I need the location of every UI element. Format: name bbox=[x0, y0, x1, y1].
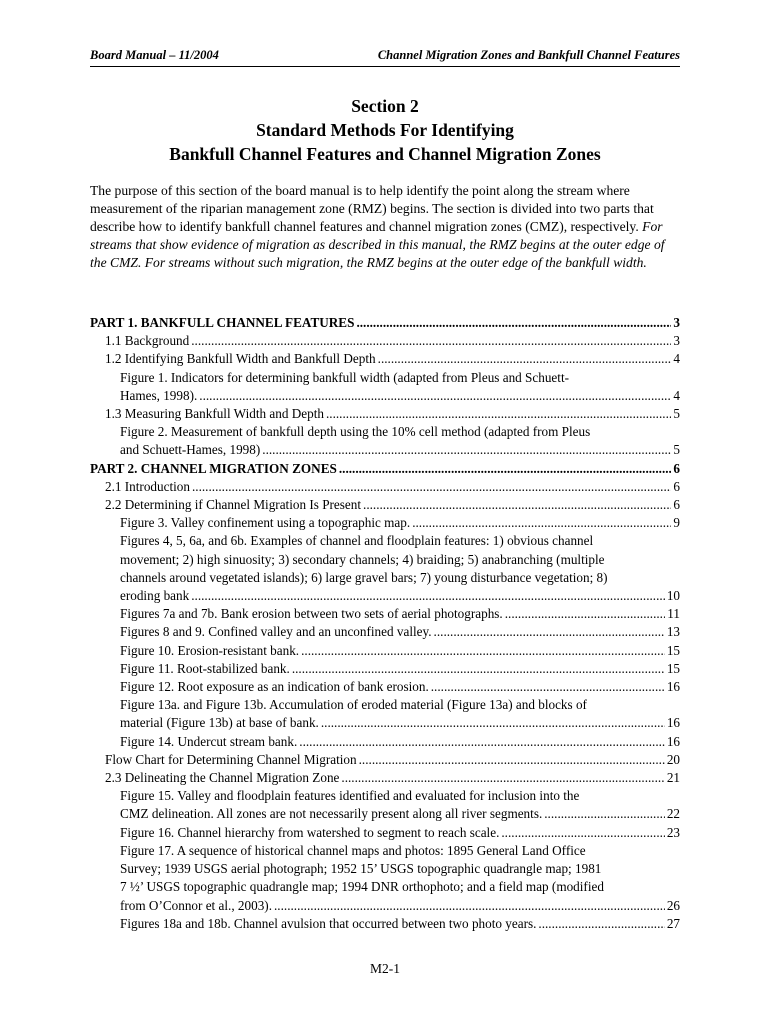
toc-dot-leader bbox=[274, 897, 665, 915]
toc-entry[interactable] bbox=[90, 642, 680, 660]
toc-dot-leader bbox=[434, 623, 665, 641]
toc-dot-leader bbox=[356, 314, 671, 332]
toc-dot-leader bbox=[292, 660, 665, 678]
toc-entry[interactable] bbox=[90, 460, 680, 478]
toc-dot-leader bbox=[431, 678, 665, 696]
toc-entry-text: Figure 3. Valley confinement using a topographic map. bbox=[120, 515, 411, 531]
toc-page-number: 4 bbox=[673, 351, 680, 367]
toc-page-number: 15 bbox=[666, 642, 680, 658]
toc-dot-leader bbox=[339, 460, 672, 478]
toc-entry-text: PART 1. BANKFULL CHANNEL FEATURES bbox=[90, 315, 355, 330]
toc-entry-text: Figures 4, 5, 6a, and 6b. Examples of channel and floodplain features: 1) obvious channel bbox=[120, 533, 594, 549]
toc-dot-leader bbox=[191, 332, 671, 350]
toc-page-number: 5 bbox=[673, 442, 680, 458]
toc-entry-text: 2.2 Determining if Channel Migration Is Present bbox=[105, 497, 362, 513]
toc-entry-text: 1.3 Measuring Bankfull Width and Depth bbox=[105, 406, 324, 422]
toc-entry[interactable] bbox=[90, 769, 680, 787]
toc-entry[interactable] bbox=[90, 332, 680, 350]
toc-entry[interactable] bbox=[90, 824, 680, 842]
toc-page-number: 22 bbox=[666, 806, 680, 822]
toc-entry[interactable] bbox=[90, 369, 680, 405]
toc-dot-leader bbox=[363, 496, 671, 514]
toc-dot-leader bbox=[199, 387, 671, 405]
toc-dot-leader bbox=[544, 805, 665, 823]
toc-dot-leader bbox=[191, 587, 665, 605]
toc-dot-leader bbox=[378, 350, 672, 368]
toc-entry-text-last: and Schuett-Hames, 1998) bbox=[120, 442, 261, 458]
toc-entry[interactable] bbox=[90, 496, 680, 514]
toc-page-number: 23 bbox=[666, 824, 680, 840]
toc-page-number: 6 bbox=[673, 460, 680, 476]
toc-dot-leader bbox=[301, 642, 665, 660]
toc-entry-text: 1.1 Background bbox=[105, 333, 190, 349]
toc-page-number: 16 bbox=[666, 733, 680, 749]
toc-entry-text-last: eroding bank bbox=[120, 588, 190, 604]
toc-entry-text-cont: Survey; 1939 USGS aerial photograph; 1952 15’ USGS topographic quadrangle map; 1981 bbox=[120, 861, 602, 877]
toc-entry[interactable] bbox=[90, 696, 680, 732]
table-of-contents bbox=[90, 314, 680, 933]
toc-entry-text: Figures 7a and 7b. Bank erosion between two sets of aerial photographs. bbox=[120, 606, 503, 622]
toc-entry-text: Figure 14. Undercut stream bank. bbox=[120, 733, 298, 749]
toc-dot-leader bbox=[299, 733, 665, 751]
toc-entry-text: Figure 15. Valley and floodplain features identified and evaluated for inclusion into the bbox=[120, 788, 580, 804]
intro-italic: For streams that show evidence of migration as described in this manual, the RMZ begins at the outer edge of the CMZ. For streams without such migration, the RMZ begins at the outer edge of the bankfull width. bbox=[90, 219, 665, 270]
toc-dot-leader bbox=[341, 769, 664, 787]
toc-page-number: 27 bbox=[666, 915, 680, 931]
toc-page-number: 3 bbox=[673, 333, 680, 349]
toc-entry-text-cont: movement; 2) high sinuosity; 3) secondary channels; 4) braiding; 5) anabranching (multiple bbox=[120, 551, 605, 567]
toc-page-number: 11 bbox=[667, 606, 680, 622]
toc-entry[interactable] bbox=[90, 751, 680, 769]
toc-entry-text: Figure 11. Root-stabilized bank. bbox=[120, 660, 290, 676]
toc-page-number: 6 bbox=[673, 497, 680, 513]
toc-entry-text-last: CMZ delineation. All zones are not necessarily present along all river segments. bbox=[120, 806, 543, 822]
toc-entry[interactable] bbox=[90, 314, 680, 332]
toc-entry[interactable] bbox=[90, 915, 680, 933]
toc-entry[interactable] bbox=[90, 532, 680, 605]
toc-entry-text-cont: channels around vegetated islands); 6) large gravel bars; 7) young disturbance vegetation; 8) bbox=[120, 569, 608, 585]
toc-entry-text: Figure 17. A sequence of historical channel maps and photos: 1895 General Land Office bbox=[120, 842, 586, 858]
toc-entry[interactable] bbox=[90, 660, 680, 678]
toc-page-number: 20 bbox=[666, 751, 680, 767]
intro-plain: The purpose of this section of the board manual is to help identify the point along the stream where measurement of the riparian management zone (RMZ) begins. The section is divided into two parts that describe how to identify bankfull channel features and channel migration zones (CMZ), respectively. bbox=[90, 183, 654, 234]
toc-entry-text: Figure 10. Erosion-resistant bank. bbox=[120, 642, 300, 658]
toc-entry-text: 2.3 Delineating the Channel Migration Zone bbox=[105, 770, 340, 786]
toc-entry-text: PART 2. CHANNEL MIGRATION ZONES bbox=[90, 460, 337, 476]
toc-page-number: 16 bbox=[666, 715, 680, 731]
toc-entry[interactable] bbox=[90, 787, 680, 823]
toc-entry[interactable] bbox=[90, 423, 680, 459]
toc-page-number: 9 bbox=[673, 515, 680, 531]
running-header bbox=[90, 48, 680, 67]
toc-dot-leader bbox=[538, 915, 664, 933]
toc-dot-leader bbox=[412, 514, 671, 532]
toc-entry[interactable] bbox=[90, 478, 680, 496]
toc-entry-text: Figure 12. Root exposure as an indication of bank erosion. bbox=[120, 679, 429, 695]
toc-dot-leader bbox=[501, 824, 664, 842]
title-line-1: Section 2 bbox=[351, 96, 419, 116]
toc-entry-text-last: from O’Connor et al., 2003). bbox=[120, 897, 272, 913]
toc-page-number: 13 bbox=[666, 624, 680, 640]
toc-entry[interactable] bbox=[90, 350, 680, 368]
toc-dot-leader bbox=[192, 478, 671, 496]
title-line-3: Bankfull Channel Features and Channel Migration Zones bbox=[169, 144, 601, 164]
toc-entry-text: 1.2 Identifying Bankfull Width and Bankfull Depth bbox=[105, 351, 376, 367]
title-line-2: Standard Methods For Identifying bbox=[256, 120, 514, 140]
toc-page-number: 3 bbox=[673, 315, 680, 330]
toc-entry-text: Figures 18a and 18b. Channel avulsion that occurred between two photo years. bbox=[120, 915, 537, 931]
toc-entry[interactable] bbox=[90, 405, 680, 423]
toc-page-number: 26 bbox=[666, 897, 680, 913]
toc-dot-leader bbox=[326, 405, 671, 423]
toc-page-number: 4 bbox=[673, 387, 680, 403]
toc-entry-text-cont: 7 ½’ USGS topographic quadrangle map; 1994 DNR orthophoto; and a field map (modified bbox=[120, 879, 604, 895]
toc-dot-leader bbox=[321, 714, 665, 732]
toc-entry-text: Figure 13a. and Figure 13b. Accumulation of eroded material (Figure 13a) and blocks of bbox=[120, 697, 587, 713]
toc-entry[interactable] bbox=[90, 678, 680, 696]
toc-page-number: 6 bbox=[673, 478, 680, 494]
toc-entry-text: Figure 16. Channel hierarchy from watershed to segment to reach scale. bbox=[120, 824, 500, 840]
intro-paragraph bbox=[90, 182, 680, 272]
toc-entry[interactable] bbox=[90, 623, 680, 641]
toc-page-number: 21 bbox=[666, 770, 680, 786]
toc-entry-text-last: material (Figure 13b) at base of bank. bbox=[120, 715, 319, 731]
toc-entry-text-last: Hames, 1998). bbox=[120, 387, 198, 403]
toc-page-number: 15 bbox=[666, 660, 680, 676]
toc-entry[interactable] bbox=[90, 514, 680, 532]
section-title bbox=[90, 94, 680, 166]
toc-entry[interactable] bbox=[90, 605, 680, 623]
toc-page-number: 10 bbox=[666, 588, 680, 604]
toc-dot-leader bbox=[505, 605, 666, 623]
toc-dot-leader bbox=[359, 751, 665, 769]
toc-entry[interactable] bbox=[90, 842, 680, 915]
toc-entry-text: Figures 8 and 9. Confined valley and an unconfined valley. bbox=[120, 624, 432, 640]
toc-entry-text: Figure 2. Measurement of bankfull depth using the 10% cell method (adapted from Pleus bbox=[120, 424, 591, 440]
toc-entry-text: Figure 1. Indicators for determining bankfull width (adapted from Pleus and Schuett- bbox=[120, 369, 569, 385]
toc-entry-text: Flow Chart for Determining Channel Migration bbox=[105, 751, 357, 767]
toc-page-number: 5 bbox=[673, 406, 680, 422]
header-right: Channel Migration Zones and Bankfull Channel Features bbox=[377, 48, 680, 62]
toc-entry[interactable] bbox=[90, 733, 680, 751]
page-number: M2-1 bbox=[370, 961, 400, 976]
toc-page-number: 16 bbox=[666, 679, 680, 695]
toc-dot-leader bbox=[262, 441, 671, 459]
header-left: Board Manual – 11/2004 bbox=[90, 48, 219, 62]
toc-entry-text: 2.1 Introduction bbox=[105, 478, 190, 494]
